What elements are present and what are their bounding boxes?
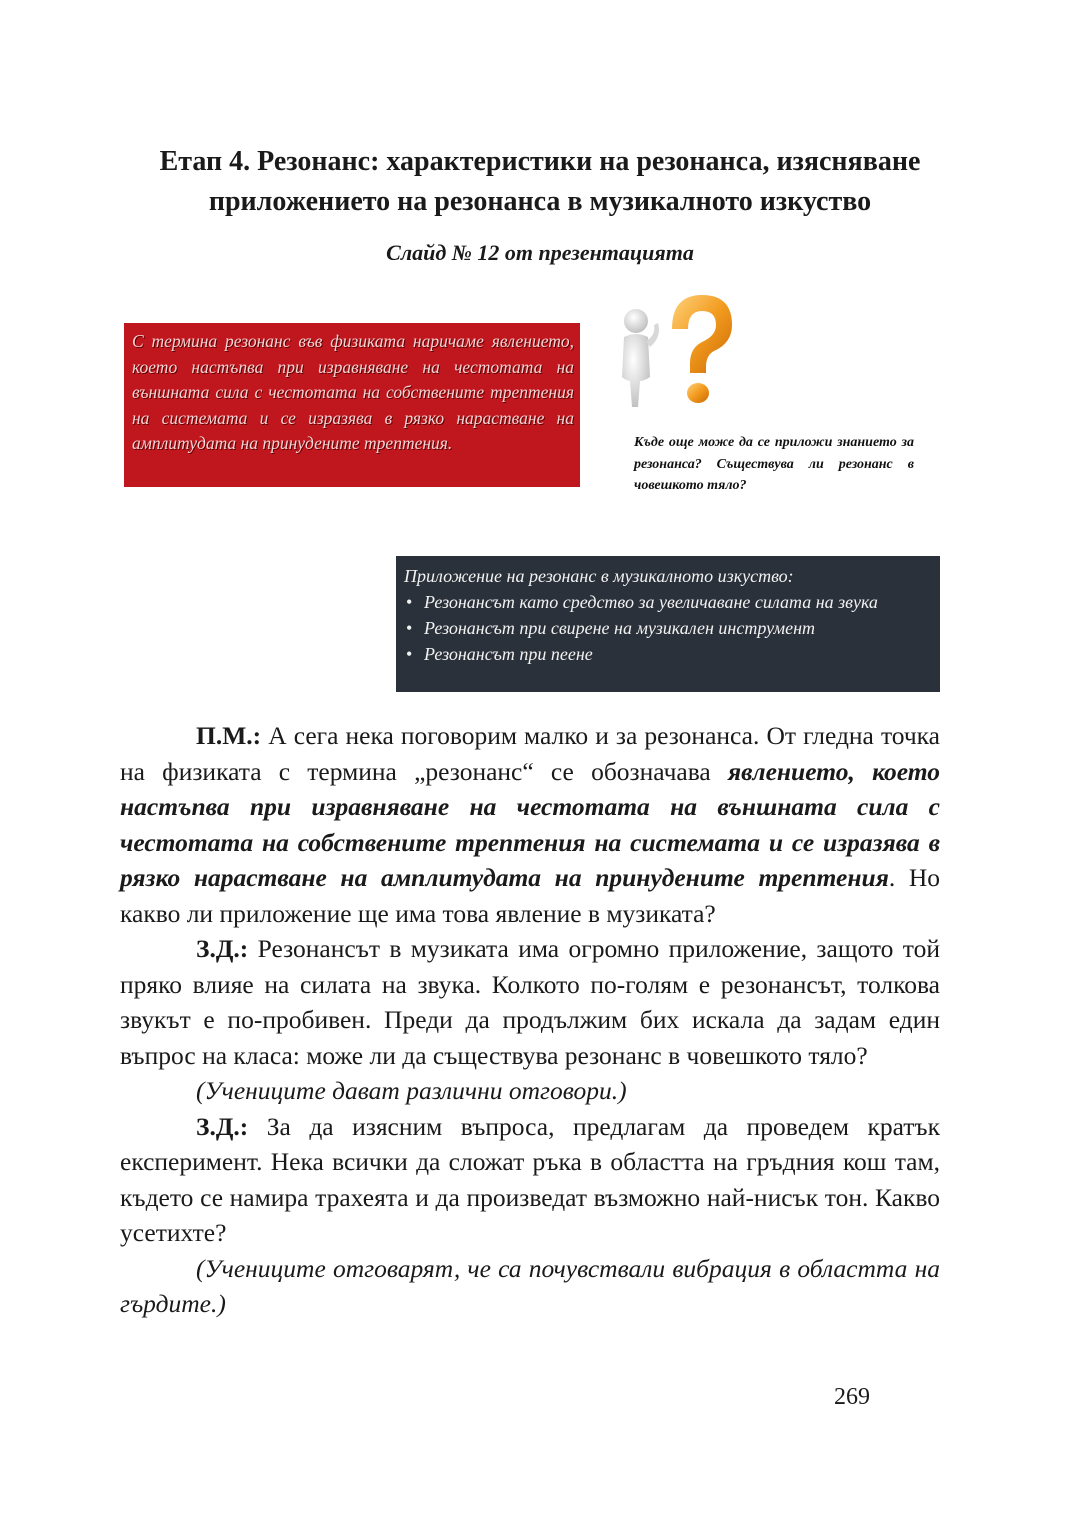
slide-caption: Слайд № 12 от презентацията <box>386 240 694 265</box>
applications-list <box>404 589 932 667</box>
body-text <box>120 718 940 1322</box>
heading-line-2: приложението на резонанса в музикалното изкуство <box>208 186 872 217</box>
question-text: Къде още може да се приложи знанието за резонанса? Съществува ли резонанс в човешкото тяло? <box>634 435 914 493</box>
heading-line-1: Етап 4. Резонанс: характеристики на резонанса, изясняване <box>159 146 921 177</box>
list-item: • Резонансът като средство за увеличаване силата на звука <box>404 589 932 615</box>
speaker-label: З.Д.: <box>196 1111 249 1141</box>
paragraph-2 <box>120 931 940 1073</box>
thinking-figure-question-mark-icon <box>610 285 740 410</box>
speaker-label: П.М.: <box>196 721 262 750</box>
applications-box <box>396 556 940 692</box>
question-mark-icon <box>672 295 732 403</box>
paragraph-text: . Но какво ли приложение ще има това явление в музиката? <box>120 863 940 928</box>
paragraph-text: А сега нека поговорим малко и за резонанса. От гледна точка на физиката с термина „резонанс“ се обозначава <box>120 721 940 786</box>
definition-emphasis: явлението, което настъпва при изравняване на честотата на външната сила с честотата на собствените трептения на системата и се изразява в рязко нарастване на амплитудата на принудените трептения <box>120 756 941 892</box>
paragraph-3: (Учениците дават различни отговори.) <box>196 1076 627 1105</box>
page-number: 269 <box>834 1384 870 1410</box>
list-item: • Резонансът при свирене на музикален инструмент <box>404 615 932 641</box>
paragraph-5: (Учениците отговарят, че са почувствали вибрация в областта на гърдите.) <box>120 1253 940 1318</box>
white-figure-icon <box>622 309 659 407</box>
section-heading <box>110 142 970 222</box>
speaker-label: З.Д.: <box>196 934 249 963</box>
paragraph-text: Резонансът в музиката има огромно приложение, защото той пряко влияе на силата на звука. Колкото по-голям е резонансът, толкова звукът е по-пробивен. Преди да продължим бих искала да задам един въпрос на класа: може ли да съществува резонанс в човешкото тяло? <box>120 934 940 1070</box>
list-item: • Резонансът при пеене <box>404 641 932 667</box>
paragraph-1 <box>120 718 940 931</box>
definition-box: С термина резонанс във физиката наричаме явлението, което настъпва при изравняване на честотата на външната сила с честотата на собствените трептения на системата и се изразява в рязко нарастване на амплитудата на принудените трептения. <box>124 323 580 487</box>
paragraph-4 <box>120 1109 940 1251</box>
paragraph-text: За да изясним въпроса, предлагам да проведем кратък експеримент. Нека всички да сложат ръка в областта на гръдния кош там, където се намира трахеята и да произведат възможно най-нисък тон. Какво усетихте? <box>120 1111 940 1247</box>
applications-title: Приложение на резонанс в музикалното изкуство: <box>404 566 794 586</box>
